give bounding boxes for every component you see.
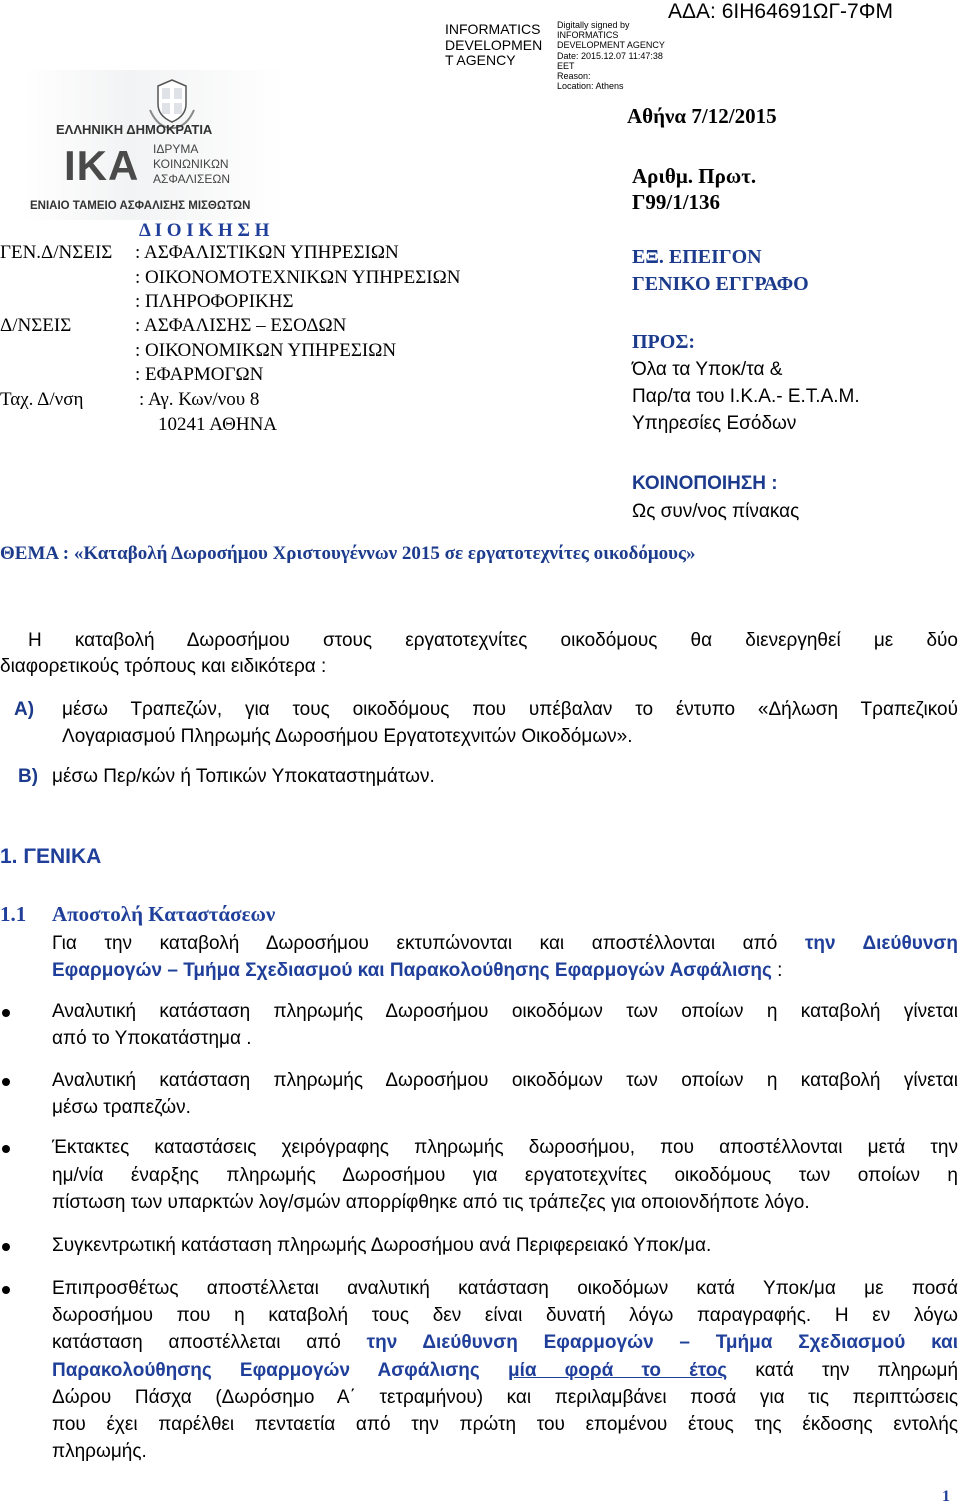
section-heading: 1. ΓΕΝΙΚΑ [0, 845, 102, 868]
urgent-label: ΕΞ. ΕΠΕΙΓΟΝ [632, 246, 762, 268]
subsection-number: 1.1 [0, 902, 27, 926]
document-date: Αθήνα 7/12/2015 [627, 104, 777, 128]
bullet-text-plain: κατάσταση αποστέλλεται από [52, 1332, 341, 1353]
bullet-text-bold-underlined: μία φορά το έτος [507, 1360, 728, 1381]
signer-organization [445, 22, 542, 69]
bullet-icon [2, 1078, 10, 1086]
bullet-text-plain: κατά την πληρωμή [755, 1360, 959, 1381]
signer-org-line: INFORMATICS [445, 21, 541, 37]
protocol-number: Γ99/1/136 [632, 190, 721, 214]
option-b-text: μέσω Περ/κών ή Τοπικών Υποκαταστημάτων. [52, 766, 435, 787]
option-a-text: Λογαριασμού Πληρωμής Δωροσήμου Εργατοτεχνιτών Οικοδόμων». [62, 726, 633, 747]
postal-address: 10241 ΑΘΗΝΑ [158, 414, 278, 435]
bullet-text: Αναλυτική κατάσταση πληρωμής Δωροσήμου οικοδόμων των οποίων η καταβολή γίνεται [52, 1001, 958, 1022]
ada-code: ΑΔΑ: 6ΙΗ64691ΩΓ-7ΦΜ [668, 0, 893, 23]
address-value: : Αγ. Κων/νου 8 [139, 389, 260, 410]
bullet-icon [2, 1286, 10, 1294]
recipient-line: Όλα τα Υποκ/τα & [632, 359, 783, 380]
department-value: : ΑΣΦΑΛΙΣΤΙΚΩΝ ΥΠΗΡΕΣΙΩΝ [135, 242, 399, 263]
bullet-text-bold: την Διεύθυνση Εφαρμογών – Τμήμα Σχεδιασμού και [366, 1332, 959, 1353]
section-intro-line [52, 960, 782, 982]
bullet-text: ημ/νία έναρξης πληρωμής Δωροσήμου για εργατοτεχνίτες οικοδόμους των οποίων η [52, 1165, 958, 1186]
address-label: Ταχ. Δ/νση [0, 389, 84, 410]
notification-label: ΚΟΙΝΟΠΟΙΗΣΗ : [632, 473, 778, 494]
department-value: : ΟΙΚΟΝΟΜΟΤΕΧΝΙΚΩΝ ΥΠΗΡΕΣΙΩΝ [135, 267, 461, 288]
intro-line: Η καταβολή Δωροσήμου στους εργατοτεχνίτες οικοδόμους θα διενεργηθεί με δύο [28, 630, 958, 651]
bullet-text: πληρωμής. [52, 1441, 147, 1462]
subsection-title: Αποστολή Καταστάσεων [52, 902, 276, 926]
bullet-text: μέσω τραπεζών. [52, 1097, 191, 1118]
department-label: ΓΕΝ.Δ/ΝΣΕΙΣ [0, 242, 113, 263]
section-intro-plain: Για την καταβολή Δωροσήμου εκτυπώνονται και αποστέλλονται από [52, 933, 778, 954]
signature-detail-line: Location: Athens [557, 81, 624, 92]
signature-detail-line: EET [557, 60, 575, 71]
signature-detail-line: Digitally signed by [557, 20, 630, 30]
bullet-icon [2, 1145, 10, 1153]
ika-logo [24, 70, 286, 220]
recipient-line: Υπηρεσίες Εσόδων [632, 413, 797, 434]
recipients-label: ΠΡΟΣ: [632, 331, 696, 353]
option-a-text: μέσω Τραπεζών, για τους οικοδόμους που υπέβαλαν το έντυπο «Δήλωση Τραπεζικού [62, 699, 958, 720]
bullet-text: Συγκεντρωτική κατάσταση πληρωμής Δωροσήμου ανά Περιφερειακό Υποκ/μα. [52, 1235, 712, 1256]
section-intro-line [52, 933, 958, 955]
document-subject: ΘΕΜΑ : «Καταβολή Δωροσήμου Χριστουγέννων 2015 σε εργατοτεχνίτες οικοδόμους» [0, 543, 696, 564]
signature-detail-line: Date: 2015.12.07 11:47:38 [557, 50, 663, 61]
logo-republic-text: ΕΛΛΗΝΙΚΗ ΔΗΜΟΚΡΑΤΙΑ [56, 122, 213, 137]
bullet-icon [2, 1243, 10, 1251]
logo-institute-line: ΑΣΦΑΛΙΣΕΩΝ [153, 172, 231, 186]
dioikisi-heading: Δ Ι Ο Ι Κ Η Σ Η [139, 220, 270, 241]
logo-institute-line: ΚΟΙΝΩΝΙΚΩΝ [153, 157, 229, 171]
department-label: Δ/ΝΣΕΙΣ [0, 315, 72, 336]
signature-detail-line: INFORMATICS [557, 30, 619, 41]
bullet-text-bold: Παρακολούθησης Εφαρμογών Ασφάλισης [52, 1360, 480, 1381]
logo-fund-text: ΕΝΙΑΙΟ ΤΑΜΕΙΟ ΑΣΦΑΛΙΣΗΣ ΜΙΣΘΩΤΩΝ [30, 200, 251, 212]
bullet-text: δωροσήμου που η καταβολή τους δεν είναι δυνατή λόγω παραγραφής. Η εν λόγω [52, 1305, 958, 1326]
logo-institute-line: ΙΔΡΥΜΑ [153, 142, 199, 156]
digital-signature-details [557, 20, 665, 91]
option-b-label: Β) [18, 766, 39, 787]
department-value: : ΟΙΚΟΝΟΜΙΚΩΝ ΥΠΗΡΕΣΙΩΝ [135, 340, 397, 361]
department-value: : ΑΣΦΑΛΙΣΗΣ – ΕΣΟΔΩΝ [135, 315, 347, 336]
bullet-text [52, 1360, 958, 1382]
bullet-text: Αναλυτική κατάσταση πληρωμής Δωροσήμου οικοδόμων των οποίων η καταβολή γίνεται [52, 1070, 958, 1091]
bullet-text: που έχει παρέλθει πενταετία από την πρώτη του επομένου έτους της έκδοσης εντολής [52, 1414, 958, 1435]
intro-line: διαφορετικούς τρόπους και ειδικότερα : [0, 656, 327, 677]
department-value: : ΠΛΗΡΟΦΟΡΙΚΗΣ [135, 291, 294, 312]
bullet-text: Έκτακτες καταστάσεις χειρόγραφης πληρωμής δωροσήμου, που αποστέλλονται μετά την [52, 1137, 958, 1158]
bullet-text [52, 1332, 958, 1354]
page-number: 1 [942, 1488, 950, 1505]
bullet-icon [2, 1009, 10, 1017]
section-intro-end: : [771, 960, 783, 981]
signer-org-line: DEVELOPMEN [445, 36, 543, 53]
bullet-text: Επιπροσθέτως αποστέλλεται αναλυτική κατάσταση οικοδόμων κατά Υποκ/μα με ποσά [52, 1278, 958, 1299]
section-intro-bold: την Διεύθυνση [804, 933, 958, 954]
signature-detail-line: Reason: [557, 71, 591, 82]
signer-org-line: T AGENCY [445, 52, 516, 68]
bullet-text: από το Υποκατάστημα . [52, 1028, 252, 1049]
section-intro-bold: Εφαρμογών – Τμήμα Σχεδιασμού και Παρακολούθησης Εφαρμογών Ασφάλισης [52, 960, 772, 981]
signature-detail-line: DEVELOPMENT AGENCY [557, 40, 665, 51]
protocol-label: Αριθμ. Πρωτ. [632, 164, 757, 188]
logo-ika-text: ΙΚΑ [64, 142, 140, 189]
logo-institute-text [153, 142, 230, 187]
notification-value: Ως συν/νος πίνακας [632, 501, 800, 522]
option-a-label: Α) [14, 699, 35, 720]
recipient-line: Παρ/τα του Ι.Κ.Α.- Ε.Τ.Α.Μ. [632, 386, 860, 407]
department-value: : ΕΦΑΡΜΟΓΩΝ [135, 364, 264, 385]
general-document-label: ΓΕΝΙΚΟ ΕΓΓΡΑΦΟ [632, 273, 809, 295]
bullet-text: πίστωση των υπαρκτών λογ/σμών απορρίφθηκε από τις τράπεζες για οποιονδήποτε λόγο. [52, 1192, 810, 1213]
bullet-text: Δώρου Πάσχα (Δωρόσημο Α΄ τετραμήνου) και περιλαμβάνει ποσά για τις περιπτώσεις [52, 1387, 958, 1408]
